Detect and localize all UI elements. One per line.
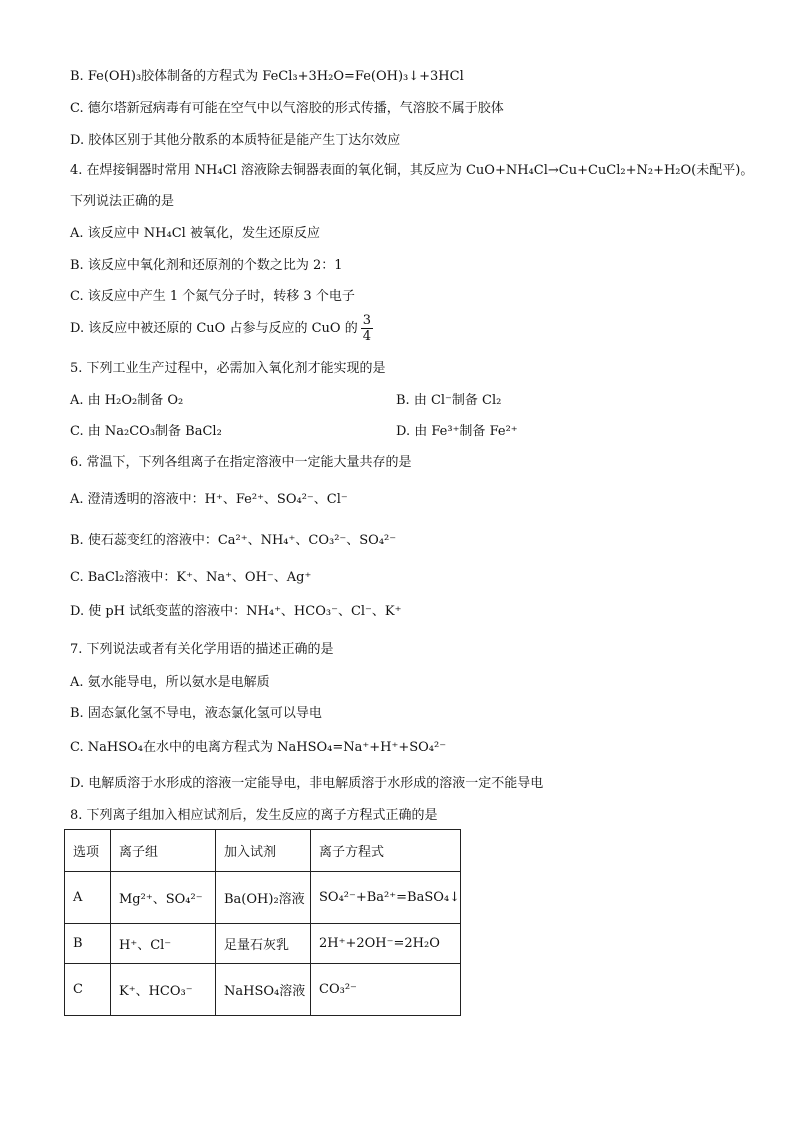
table-row <box>65 872 461 924</box>
q7-option-b: B. 固态氯化氢不导电，液态氯化氢可以导电 <box>70 706 322 721</box>
q5-option-d: D. 由 Fe³⁺制备 Fe²⁺ <box>396 424 518 439</box>
table-cell: NaHSO₄溶液 <box>216 964 311 1016</box>
fraction <box>361 313 373 344</box>
question-6-stem: 6. 常温下，下列各组离子在指定溶液中一定能大量共存的是 <box>70 455 412 470</box>
table-cell: A <box>65 872 111 924</box>
q6-option-b: B. 使石蕊变红的溶液中：Ca²⁺、NH₄⁺、CO₃²⁻、SO₄²⁻ <box>70 533 397 548</box>
table-header-cell: 离子组 <box>111 830 216 872</box>
q4-option-a: A. 该反应中 NH₄Cl 被氧化，发生还原反应 <box>70 226 320 241</box>
q5-option-b: B. 由 Cl⁻制备 Cl₂ <box>396 393 502 408</box>
table-cell: SO₄²⁻+Ba²⁺=BaSO₄↓ <box>311 872 461 924</box>
table-cell: 足量石灰乳 <box>216 924 311 964</box>
table-header-cell: 选项 <box>65 830 111 872</box>
table-header-row <box>65 830 461 872</box>
table-cell: C <box>65 964 111 1016</box>
question-8-stem: 8. 下列离子组加入相应试剂后，发生反应的离子方程式正确的是 <box>70 808 438 823</box>
question-5-stem: 5. 下列工业生产过程中，必需加入氧化剂才能实现的是 <box>70 361 386 376</box>
fraction-numerator: 3 <box>362 313 371 328</box>
q7-option-d: D. 电解质溶于水形成的溶液一定能导电，非电解质溶于水形成的溶液一定不能导电 <box>70 776 544 791</box>
q3-option-b: B. Fe(OH)₃胶体制备的方程式为 FeCl₃+3H₂O=Fe(OH)₃↓+3HCl <box>70 69 464 84</box>
table-row <box>65 924 461 964</box>
question-4-stem: 4. 在焊接铜器时常用 NH₄Cl 溶液除去铜器表面的氧化铜，其反应为 CuO+NH₄Cl→Cu+CuCl₂+N₂+H₂O(未配平)。 <box>70 163 754 178</box>
q4-option-d <box>70 313 373 344</box>
table-row <box>65 964 461 1016</box>
table-cell: H⁺、Cl⁻ <box>111 924 216 964</box>
table-cell: 2H⁺+2OH⁻=2H₂O <box>311 924 461 964</box>
q6-option-c: C. BaCl₂溶液中：K⁺、Na⁺、OH⁻、Ag⁺ <box>70 570 312 585</box>
table-header-cell: 离子方程式 <box>311 830 461 872</box>
q4-option-b: B. 该反应中氧化剂和还原剂的个数之比为 2：1 <box>70 258 343 273</box>
fraction-denominator: 4 <box>362 329 371 344</box>
question-4-prompt: 下列说法正确的是 <box>70 194 175 209</box>
table-cell: Mg²⁺、SO₄²⁻ <box>111 872 216 924</box>
table-cell: Ba(OH)₂溶液 <box>216 872 311 924</box>
q4-option-c: C. 该反应中产生 1 个氮气分子时，转移 3 个电子 <box>70 289 355 304</box>
q5-option-c: C. 由 Na₂CO₃制备 BaCl₂ <box>70 424 222 439</box>
q4-option-d-text: D. 该反应中被还原的 CuO 占参与反应的 CuO 的 <box>70 321 358 336</box>
table-cell: CO₃²⁻ <box>311 964 461 1016</box>
q7-option-a: A. 氨水能导电，所以氨水是电解质 <box>70 675 270 690</box>
table-cell: B <box>65 924 111 964</box>
q5-option-a: A. 由 H₂O₂制备 O₂ <box>70 393 184 408</box>
table-cell: K⁺、HCO₃⁻ <box>111 964 216 1016</box>
question-8-table <box>64 829 461 1016</box>
q3-option-d: D. 胶体区别于其他分散系的本质特征是能产生丁达尔效应 <box>70 133 401 148</box>
q7-option-c: C. NaHSO₄在水中的电离方程式为 NaHSO₄=Na⁺+H⁺+SO₄²⁻ <box>70 740 447 755</box>
question-7-stem: 7. 下列说法或者有关化学用语的描述正确的是 <box>70 642 334 657</box>
q3-option-c: C. 德尔塔新冠病毒有可能在空气中以气溶胶的形式传播，气溶胶不属于胶体 <box>70 101 504 116</box>
q6-option-d: D. 使 pH 试纸变蓝的溶液中：NH₄⁺、HCO₃⁻、Cl⁻、K⁺ <box>70 604 402 619</box>
q6-option-a: A. 澄清透明的溶液中：H⁺、Fe²⁺、SO₄²⁻、Cl⁻ <box>70 492 348 507</box>
table-header-cell: 加入试剂 <box>216 830 311 872</box>
